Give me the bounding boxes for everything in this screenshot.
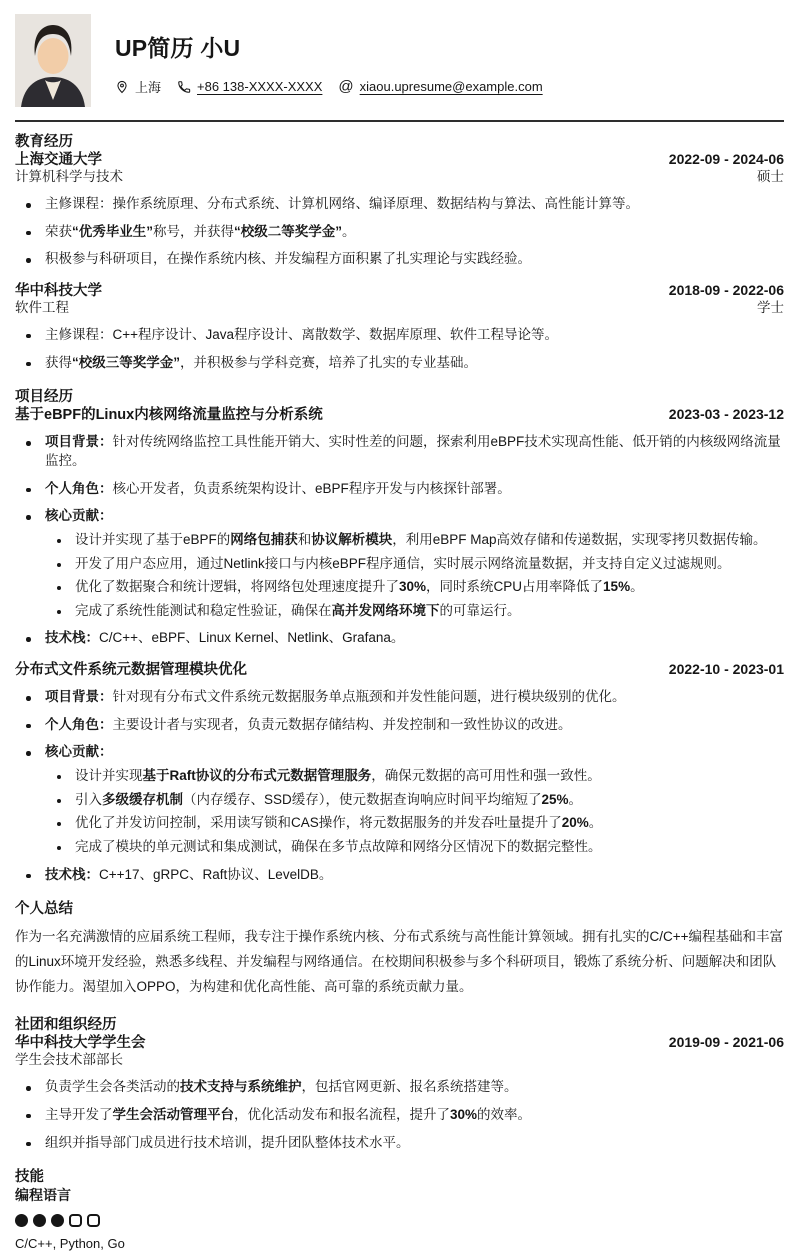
bold-text: 20% <box>561 815 589 831</box>
bullet-list <box>15 195 784 269</box>
section-title-skills: 技能 <box>15 1169 44 1186</box>
entry-subtitle-row <box>15 300 784 317</box>
sub-bullet-item <box>45 602 784 621</box>
bullet-item <box>15 326 784 345</box>
location-pin-icon <box>115 80 129 94</box>
entry-title: 上海交通大学 <box>15 152 102 169</box>
text: 完成了模块的单元测试和集成测试，确保在多节点故障和网络分区情况下的数据完整性。 <box>75 838 602 854</box>
bullet-item <box>15 716 784 735</box>
bold-text: 30% <box>450 1106 478 1122</box>
bold-text: 网络包捕获 <box>230 531 298 547</box>
entry-dates: 2023-03 - 2023-12 <box>668 406 784 423</box>
skill-dot-filled <box>15 1214 28 1227</box>
entry-title: 华中科技大学 <box>15 282 102 299</box>
sub-bullet-list <box>45 767 784 857</box>
entry <box>15 282 784 372</box>
entry-subtitle-row <box>15 1052 784 1069</box>
section-title-organizations: 社团和组织经历 <box>15 1017 117 1034</box>
entry-title: 基于eBPF的Linux内核网络流量监控与分析系统 <box>15 407 323 424</box>
sub-bullet-item <box>45 814 784 833</box>
bullet-item <box>15 433 784 470</box>
bullet-list <box>15 1078 784 1152</box>
bold-text: 15% <box>603 579 631 595</box>
text: 设计并实现了基于eBPF的 <box>75 531 231 547</box>
resume-header <box>15 14 784 107</box>
bold-text: 技术支持与系统维护 <box>180 1079 302 1095</box>
entry-header-row <box>15 282 784 300</box>
entry-dates: 2019-09 - 2021-06 <box>668 1034 784 1051</box>
skill-dot-empty <box>87 1214 100 1227</box>
header-info <box>91 14 543 96</box>
text: 核心开发者，负责系统架构设计、eBPF程序开发与内核探针部署。 <box>112 480 511 496</box>
bold-text: 技术栈： <box>45 630 99 646</box>
entry-title: 分布式文件系统元数据管理模块优化 <box>15 662 247 679</box>
text: 主要设计者与实现者，负责元数据存储结构、并发控制和一致性协议的改进。 <box>112 716 572 732</box>
text: 称号，并获得 <box>153 223 234 239</box>
text: 主修课程：C++程序设计、Java程序设计、离散数学、数据库原理、软件工程导论等。 <box>45 326 559 342</box>
entry <box>15 1034 784 1152</box>
entry-subtitle: 计算机科学与技术 <box>15 169 123 185</box>
bold-text: 核心贡献： <box>45 744 113 760</box>
text: 优化了数据聚合和统计逻辑，将网络包处理速度提升了 <box>75 579 399 595</box>
email-link[interactable] <box>338 79 542 94</box>
text: 主修课程：操作系统原理、分布式系统、计算机网络、编译原理、数据结构与算法、高性能计算等。 <box>45 196 639 212</box>
entry-header-row <box>15 1034 784 1052</box>
phone-text: +86 138-XXXX-XXXX <box>197 79 323 94</box>
entry-subtitle: 学生会技术部部长 <box>15 1052 123 1068</box>
bullet-item <box>15 223 784 242</box>
bullet-item <box>15 195 784 214</box>
entry <box>15 151 784 269</box>
text: C++17、gRPC、Raft协议、LevelDB。 <box>99 866 333 882</box>
skill-detail: C/C++, Python, Go <box>15 1236 125 1251</box>
profile-photo <box>15 14 91 107</box>
phone-icon <box>177 80 191 94</box>
text: 。 <box>630 579 644 595</box>
bullet-item <box>15 1078 784 1097</box>
entry-subtitle: 软件工程 <box>15 300 69 316</box>
bullet-item <box>15 1106 784 1125</box>
entry-degree: 硕士 <box>757 169 784 185</box>
bold-text: 核心贡献： <box>45 508 113 524</box>
text: 负责学生会各类活动的 <box>45 1079 180 1095</box>
phone-link[interactable] <box>177 79 322 94</box>
education-entries <box>15 151 784 372</box>
entry-dates: 2022-10 - 2023-01 <box>668 661 784 678</box>
entry-header-row <box>15 406 784 424</box>
skill-dot-filled <box>33 1214 46 1227</box>
bullet-list <box>15 688 784 884</box>
location-text: 上海 <box>135 80 162 95</box>
sub-bullet-list <box>45 531 784 621</box>
skill-dot-filled <box>51 1214 64 1227</box>
bold-text: 高并发网络环境下 <box>331 602 440 618</box>
organization-entries <box>15 1034 784 1152</box>
text: 开发了用户态应用，通过Netlink接口与内核eBPF程序通信，实时展示网络流量数据，并支持自定义过滤规则。 <box>75 555 731 571</box>
project-entries <box>15 406 784 884</box>
bullet-item <box>15 1134 784 1153</box>
bold-text: “优秀毕业生” <box>72 223 153 239</box>
text: 针对传统网络监控工具性能开销大、实时性差的问题，探索利用eBPF技术实现高性能、低开销的内核级网络流量监控。 <box>45 434 781 469</box>
text: 的可靠运行。 <box>439 602 521 618</box>
section-title-summary: 个人总结 <box>15 901 73 918</box>
bullet-item <box>15 629 784 648</box>
section-title-education: 教育经历 <box>15 134 73 150</box>
section-projects <box>15 389 784 884</box>
entry-header-row <box>15 151 784 169</box>
text: （内存缓存、SSD缓存），使元数据查询响应时间平均缩短了 <box>183 791 542 807</box>
entry-subtitle-row <box>15 169 784 186</box>
text: 。 <box>588 815 603 831</box>
email-text: xiaou.upresume@example.com <box>359 79 543 94</box>
entry-title: 华中科技大学学生会 <box>15 1035 146 1052</box>
bold-text: “校级三等奖学金” <box>72 354 180 370</box>
bold-text: 25% <box>541 791 569 807</box>
bullet-item <box>15 250 784 269</box>
bold-text: 30% <box>399 579 427 595</box>
text: 组织并指导部门成员进行技术培训，提升团队整体技术水平。 <box>45 1134 410 1150</box>
bullet-item <box>15 354 784 373</box>
bold-text: “校级二等奖学金” <box>234 223 342 239</box>
entry-header-row <box>15 661 784 679</box>
text: 针对现有分布式文件系统元数据服务单点瓶颈和并发性能问题，进行模块级别的优化。 <box>112 689 626 705</box>
text: ，优化活动发布和报名流程，提升了 <box>234 1106 450 1122</box>
bold-text: 个人角色： <box>45 716 113 732</box>
text: ，利用eBPF Map高效存储和传递数据，实现零拷贝数据传输。 <box>392 531 767 547</box>
text: 。 <box>568 791 583 807</box>
sub-bullet-item <box>45 555 784 574</box>
summary-text: 作为一名充满激情的应届系统工程师，我专注于操作系统内核、分布式系统与高性能计算领域。拥有扎实的C/C++编程基础和丰富的Linux环境开发经验，熟悉多线程、并发编程与网络通信。在校期间积极参与多个科研项目，锻炼了系统分析、问题解决和团队协作能力。渴望加入OPPO，为构建和优化高性能、高可靠的系统贡献力量。 <box>15 929 784 995</box>
entry <box>15 661 784 884</box>
section-education <box>15 134 784 372</box>
entry-dates: 2022-09 - 2024-06 <box>668 151 784 168</box>
section-skills <box>15 1169 784 1251</box>
sub-bullet-item <box>45 791 784 810</box>
sub-bullet-item <box>45 767 784 786</box>
bullet-list <box>15 433 784 648</box>
header-divider <box>15 120 784 122</box>
text: 和 <box>297 531 312 547</box>
text: C/C++、eBPF、Linux Kernel、Netlink、Grafana。 <box>99 630 405 646</box>
text: 获得 <box>45 354 72 370</box>
bullet-list <box>15 326 784 372</box>
bold-text: 基于Raft协议的分布式元数据管理服务 <box>142 768 372 784</box>
skill-dot-empty <box>69 1214 82 1227</box>
entry-dates: 2018-09 - 2022-06 <box>668 281 784 298</box>
bold-text: 项目背景： <box>45 434 113 450</box>
bold-text: 协议解析模块 <box>311 531 393 547</box>
text: 的效率。 <box>477 1106 532 1122</box>
section-title-projects: 项目经历 <box>15 389 73 406</box>
text: 引入 <box>75 791 102 807</box>
section-organizations <box>15 1017 784 1152</box>
sub-bullet-item <box>45 578 784 597</box>
skill-level-dots <box>15 1214 784 1227</box>
text: 荣获 <box>45 223 72 239</box>
bullet-item <box>15 507 784 620</box>
bullet-item <box>15 743 784 856</box>
bullet-item <box>15 866 784 885</box>
bold-text: 多级缓存机制 <box>102 791 183 807</box>
bold-text: 技术栈： <box>45 866 99 882</box>
location-item <box>115 77 161 96</box>
text: 主导开发了 <box>45 1106 113 1122</box>
bullet-item <box>15 688 784 707</box>
bold-text: 个人角色： <box>45 480 113 496</box>
text: ，并积极参与学科竞赛，培养了扎实的专业基础。 <box>180 354 477 370</box>
text: ，同时系统CPU占用率降低了 <box>426 579 604 595</box>
profile-photo-illustration <box>15 14 91 107</box>
bold-text: 项目背景： <box>45 689 113 705</box>
candidate-name: UP简历 小U <box>115 35 241 61</box>
contact-row <box>115 77 543 96</box>
bold-text: 学生会活动管理平台 <box>112 1106 234 1122</box>
at-icon: @ <box>338 78 354 95</box>
text: ，确保元数据的高可用性和强一致性。 <box>371 768 601 784</box>
text: 完成了系统性能测试和稳定性验证，确保在 <box>75 602 332 618</box>
section-summary <box>15 901 784 1000</box>
text: 积极参与科研项目，在操作系统内核、并发编程方面积累了扎实理论与实践经验。 <box>45 251 531 267</box>
bullet-item <box>15 480 784 499</box>
text: 。 <box>342 223 356 239</box>
sub-bullet-item <box>45 531 784 550</box>
entry-degree: 学士 <box>757 300 784 316</box>
resume-body <box>15 134 784 1251</box>
text: 设计并实现 <box>75 768 143 784</box>
entry <box>15 406 784 648</box>
text: 优化了并发访问控制，采用读写锁和CAS操作，将元数据服务的并发吞吐量提升了 <box>75 815 562 831</box>
sub-bullet-item <box>45 838 784 857</box>
skill-group-name: 编程语言 <box>15 1187 71 1204</box>
text: ，包括官网更新、报名系统搭建等。 <box>301 1079 518 1095</box>
